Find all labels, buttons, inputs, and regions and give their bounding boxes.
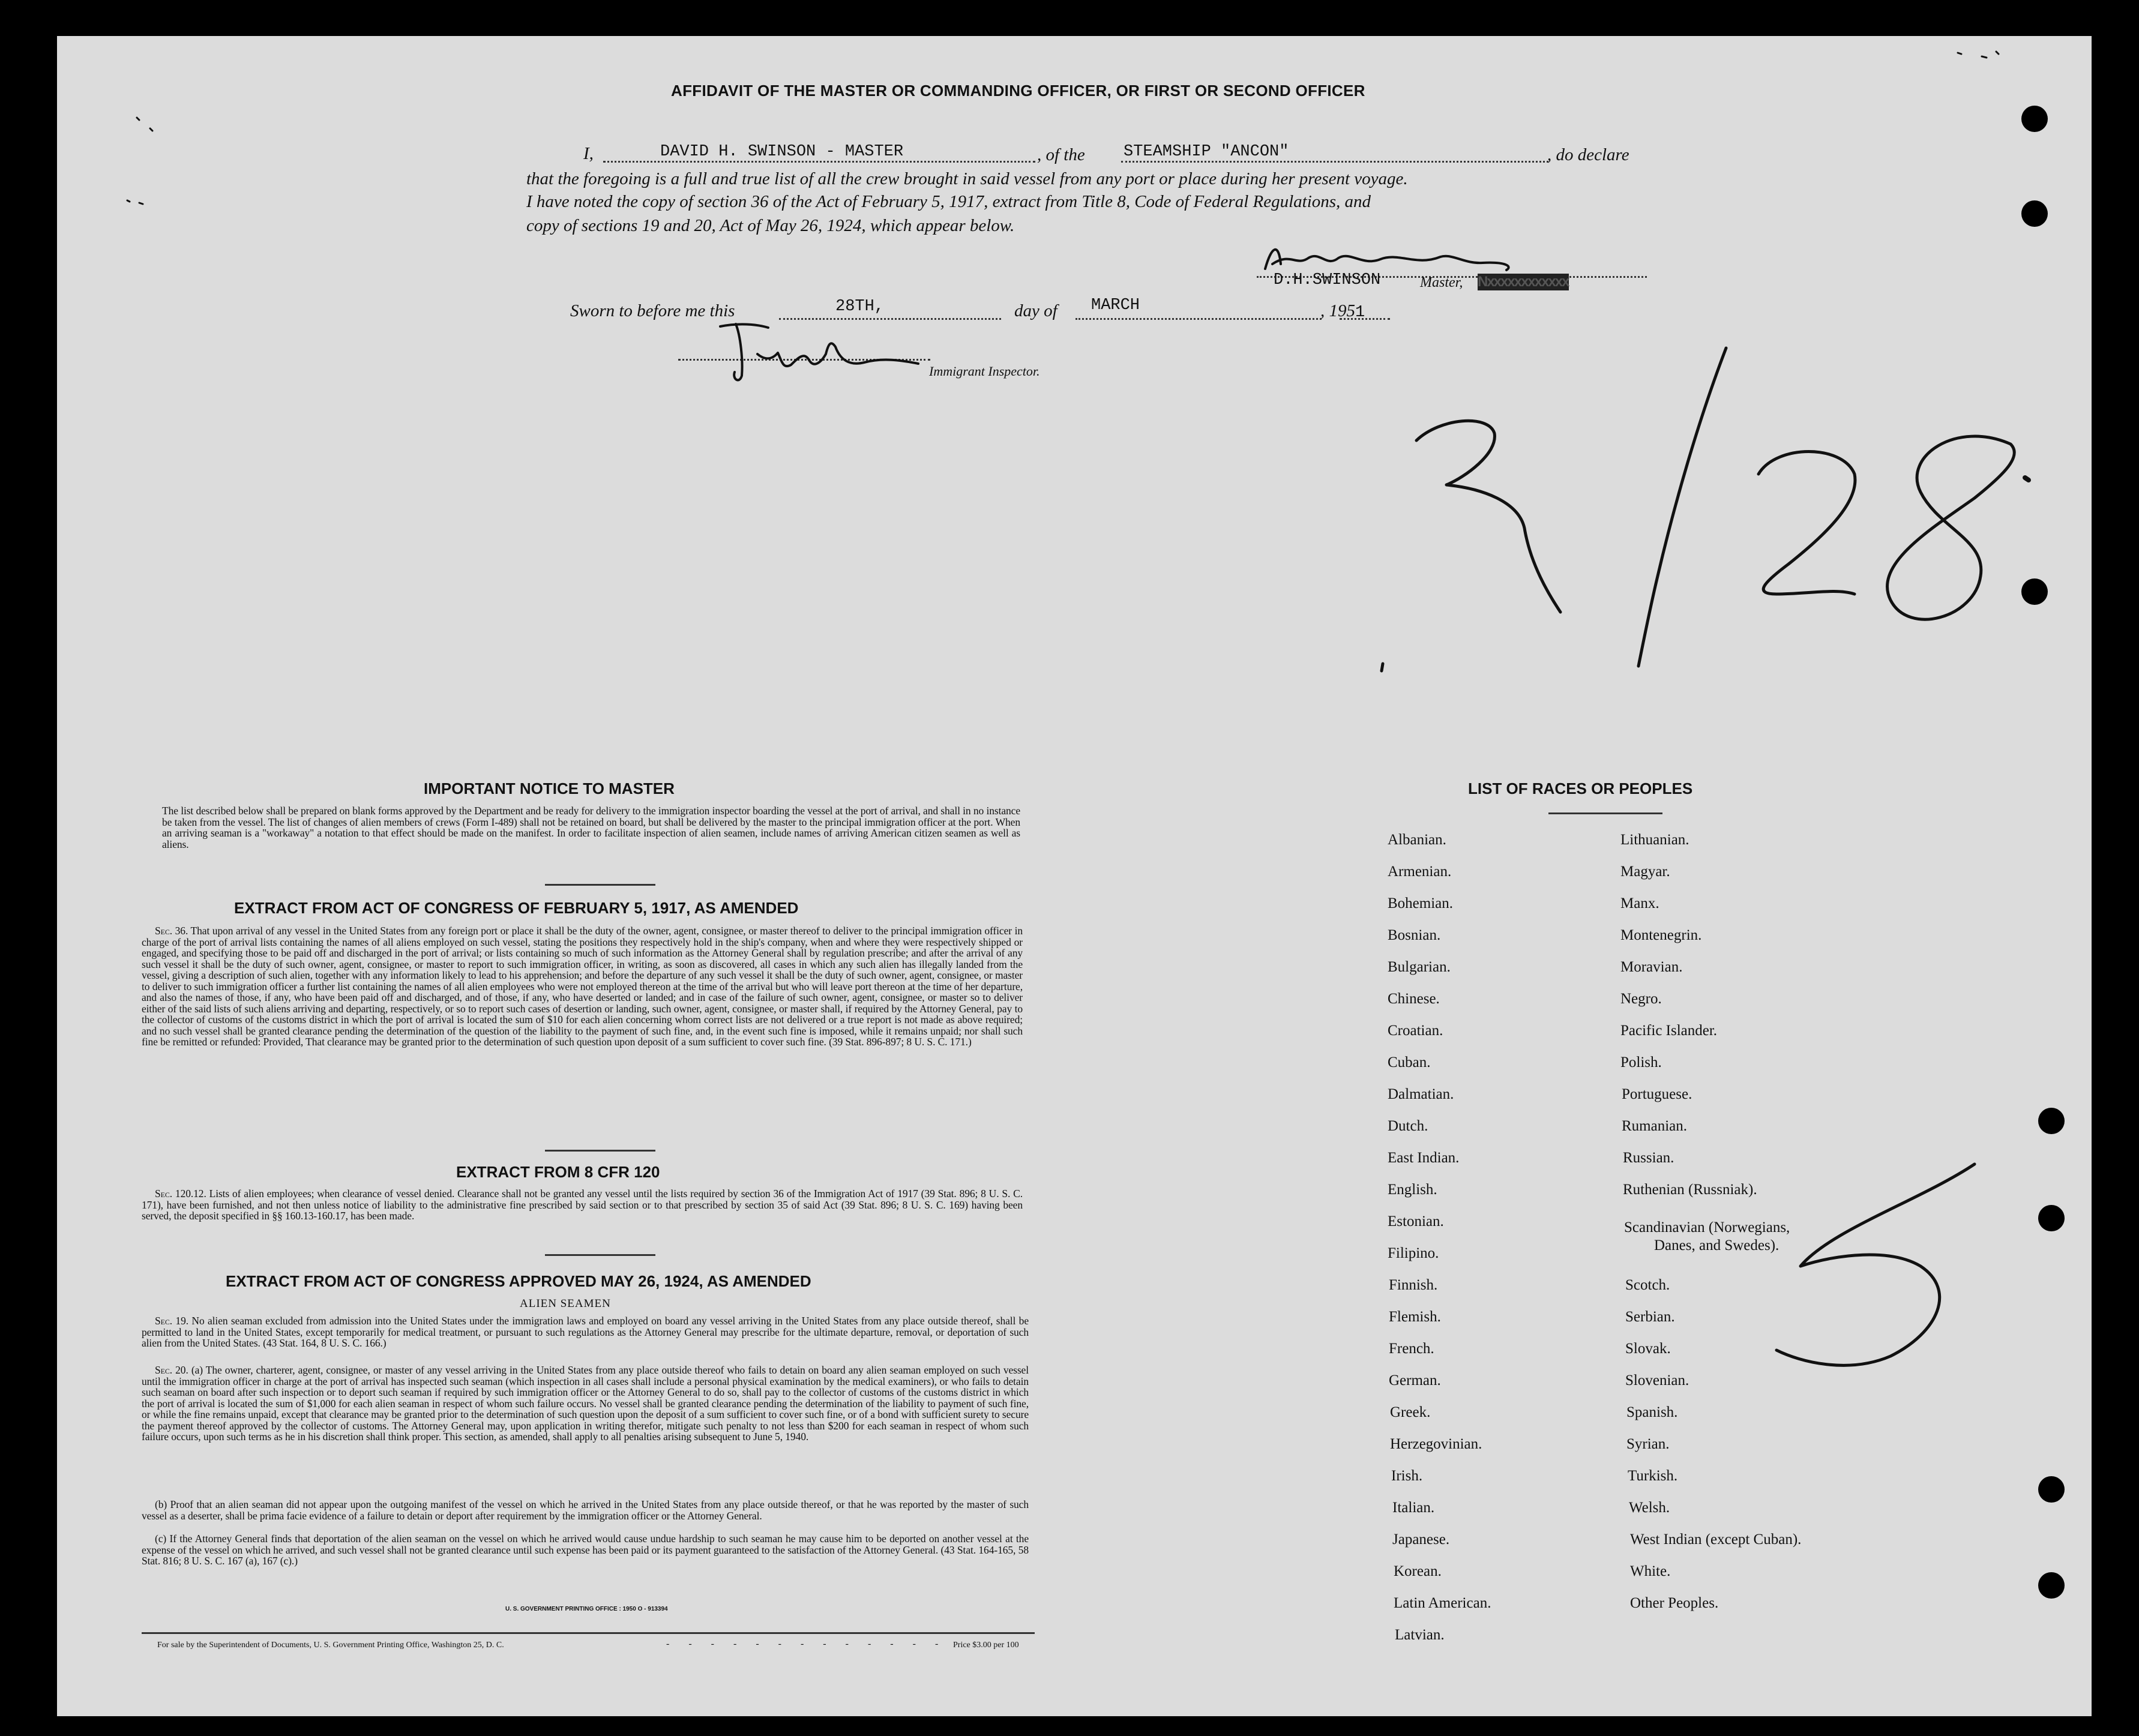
affidavit-line-4: copy of sections 19 and 20, Act of May 26, 1924, which appear below. [526, 216, 1015, 235]
extract-cfr-heading: EXTRACT FROM 8 CFR 120 [456, 1163, 660, 1181]
extract-1917-heading: EXTRACT FROM ACT OF CONGRESS OF FEBRUARY 5, 1917, AS AMENDED [234, 899, 799, 917]
race-item: Estonian. [1388, 1213, 1444, 1230]
footer-price: Price $3.00 per 100 [953, 1641, 1019, 1650]
race-item: East Indian. [1388, 1150, 1460, 1166]
race-item: Dalmatian. [1388, 1086, 1454, 1102]
extract-cfr-body: Lists of alien employees; when clearance of vessel denied. Clearance shall not be granted any vessel until the lists required by section 36 of the Immigration Act of 1917 (39 Stat. 896; 8 U. S. C. 171), have been furnished, and not then unless notice of liability to the administrative fine prescribed by said section or to that prescribed by section 35 of said Act (39 Stat. 896; 8 U. S. C. 169) having been served, the deposit specified in §§ 160.13-160.17, has been made. [142, 1188, 1023, 1222]
declarant-name: DAVID H. SWINSON - MASTER [660, 143, 904, 161]
sworn-month: MARCH [1091, 296, 1140, 314]
scan-mark [127, 118, 152, 204]
sworn-label: Sworn to before me this [570, 301, 735, 320]
race-item: English. [1388, 1182, 1437, 1198]
extract-1924-sec20b: (b) Proof that an alien seaman did not appear upon the outgoing manifest of the vessel on which he arrived in the United States from any place outside thereof, or that he was reported by the master of such vessel as a deserter, shall be prima facie evidence of a failure to detain or deport after requirement by the immigration officer or the Attorney General. [142, 1498, 1029, 1522]
race-item: White. [1630, 1563, 1671, 1579]
inspector-label: Immigrant Inspector. [929, 364, 1040, 379]
race-item: Japanese. [1392, 1531, 1450, 1548]
extract-1924-sec20c: (c) If the Attorney General finds that deportation of the alien seaman on the vessel on which he arrived would cause undue hardship to such seaman he may cause him to be deported on another vessel at the expense of the vessel on which he arrived, and such vessel shall not be granted clearance until such expense has been paid or its payment guaranteed to the satisfaction of the Attorney General. (43 Stat. 164-165, 58 Stat. 816; 8 U. S. C. 167 (a), 167 (c).) [142, 1533, 1029, 1567]
sworn-day: 28TH, [835, 298, 885, 316]
struck-role: Nxxxxxxxxxxxx [1478, 274, 1569, 290]
race-item: Other Peoples. [1630, 1595, 1719, 1611]
handwritten-mark [1382, 664, 1383, 671]
race-item: Rumanian. [1622, 1118, 1688, 1134]
race-item: Syrian. [1626, 1436, 1670, 1452]
race-item: Spanish. [1626, 1404, 1678, 1420]
sec20-label: Sec. 20. [155, 1364, 188, 1376]
handwritten-5 [1776, 1164, 1975, 1365]
races-heading: LIST OF RACES OR PEOPLES [1468, 779, 1693, 797]
race-item: French. [1389, 1341, 1434, 1357]
race-item: Bulgarian. [1388, 959, 1451, 975]
master-typed-name: D.H.SWINSON [1274, 271, 1381, 289]
notice-text: The list described below shall be prepared on blank forms approved by the Department and be ready for delivery to the immigration inspector boarding the vessel at the port of arrival, and shall in no instance be taken from the vessel. The list of changes of alien members of crews (Form I-489) shall not be retained on board, but shall be delivered by the master to the principal immigration officer at the port. When an arriving seaman is a "workaway" a notation to that effect should be made on the manifest. In order to facilitate inspection of alien seamen, include names of arriving American citizen seamen as well as aliens. [162, 805, 1020, 850]
day-of-label: day of [1014, 301, 1057, 320]
race-item: Manx. [1620, 895, 1659, 912]
race-item: Korean. [1394, 1563, 1442, 1579]
extract-1917-body: That upon arrival of any vessel in the United States from any foreign port or place it shall be the duty of the owner, agent, consignee, or master thereof to deliver to the principal immigration officer in charge of the port of arrival lists containing the names of all aliens employed on such vessel, stating the positions they respectively hold in the ship's company, when and where they were respectively shipped or engaged, and specifying those to be paid off and discharged in the port of arrival; or lists containing so much of such information as the Attorney General shall by regulation prescribe; and after the arrival of any such vessel it shall be the duty of such owner, agent, consignee, or master to report to such immigration officer, in writing, as soon as discovered, all cases in which any such alien has illegally landed from the vessel, giving a description of such alien, together with any information likely to lead to his apprehension; and before the departure of any such vessel it shall be the duty of such owner, agent, consignee, or master to deliver to such immigration officer a further list containing the names of all alien employees who were not employed thereon at the time of the arrival but who will leave port thereon at the time of her departure, and also the names of those, if any, who have been paid off and discharged, and of those, if any, who have deserted or landed; and in case of the failure of such owner, agent, consignee, or master so to deliver either of the said lists of such aliens arriving and departing, respectively, or so to report such cases of desertion or landing, such owner, agent, consignee, or master shall, if required by the Attorney General, pay to the collector of customs of the customs district in which the port of arrival is located the sum of $10 for each alien concerning whom correct lists are not delivered or a true report is not made as above required; and no such vessel shall be granted clearance pending the determination of the question of the liability to the payment of such fine, and, in the event such fine is imposed, while it remains unpaid; nor shall such fine be remitted or refunded: Provided, That clearance may be granted prior to the determination of such question upon deposit of a sum sufficient to cover such fine. (39 Stat. 896-897; 8 U. S. C. 171.) [142, 925, 1023, 1048]
race-item: Turkish. [1628, 1468, 1678, 1484]
handwritten-dot [2025, 478, 2029, 480]
race-item: Herzegovinian. [1390, 1436, 1482, 1452]
race-item: Greek. [1390, 1404, 1431, 1420]
year-prefix: , 195 [1320, 301, 1355, 320]
race-item: Bohemian. [1388, 895, 1454, 912]
race-item: Pacific Islander. [1620, 1023, 1718, 1039]
vessel-name: STEAMSHIP "ANCON" [1124, 143, 1289, 161]
footer-dashes: - - - - - - - - - - - - - [666, 1639, 947, 1649]
race-item: Flemish. [1389, 1309, 1441, 1325]
race-item: Montenegrin. [1620, 927, 1702, 943]
extract-cfr-sec: Sec. 120.12. [155, 1188, 206, 1200]
race-item: Scotch. [1625, 1277, 1670, 1293]
of-the-label: , of the [1037, 145, 1085, 164]
affidavit-title: AFFIDAVIT OF THE MASTER OR COMMANDING OFFICER, OR FIRST OR SECOND OFFICER [671, 82, 1365, 100]
race-item: Latin American. [1394, 1595, 1491, 1611]
race-item: Albanian. [1388, 832, 1446, 848]
race-item: Danes, and Swedes). [1654, 1237, 1779, 1254]
race-item: West Indian (except Cuban). [1630, 1531, 1802, 1548]
sec20a-body: (a) The owner, charterer, agent, consignee, or master of any vessel arriving in the United States from any place outside thereof who fails to detain on board any alien seaman employed on such vessel until the immigration officer in charge at the port of arrival has inspected such seaman (which inspection in all cases shall include a personal physical examination by the medical examiners), or who fails to detain such seaman on board after such inspection or to deport such seaman if required by such immigration officer or the Attorney General to do so, shall pay to the collector of customs of the customs district in which the port of arrival is located the sum of $1,000 for each alien seaman in respect of whom such failure occurs. No vessel shall be granted clearance pending the determination of the liability to payment of such fine, or while the fine remains unpaid, except that clearance may be granted prior to the determination of such question upon the deposit of a sum sufficient to cover such fine, or of a bond with sufficient surety to secure the payment thereof approved by the collector of customs. The Attorney General may, upon application in writing therefor, mitigate such penalty to not less than $200 for each seaman in respect of whom such failure occurs, upon such terms as he in his discretion shall think proper. This section, as amended, shall apply to all penalties arising subsequent to June 5, 1940. [142, 1364, 1029, 1443]
footer-sale: For sale by the Superintendent of Documents, U. S. Government Printing Office, Washington 25, D. C. [157, 1641, 504, 1650]
affidavit-i-label: I, [583, 144, 594, 163]
race-item: Cuban. [1388, 1054, 1431, 1071]
master-signature [1265, 250, 1509, 270]
master-role: Master, [1420, 275, 1463, 290]
race-item: Dutch. [1388, 1118, 1428, 1134]
race-item: Chinese. [1388, 991, 1440, 1007]
inspector-signature [720, 324, 918, 380]
race-item: Italian. [1392, 1500, 1435, 1516]
race-item: Filipino. [1388, 1245, 1439, 1261]
race-item: Ruthenian (Russniak). [1623, 1182, 1757, 1198]
handwritten-3 [1416, 421, 1560, 612]
sec19-body: No alien seaman excluded from admission into the United States under the immigration laws and employed on board any vessel arriving in the United States from any place outside thereof, shall be permitted to land in the United States, except temporarily for medical treatment, or pursuant to such regulations as the Attorney General may prescribe for the ultimate departure, removal, or deportation of such alien from the United States. (43 Stat. 164, 8 U. S. C. 166.) [142, 1315, 1029, 1349]
race-item: Lithuanian. [1620, 832, 1689, 848]
race-item: Croatian. [1388, 1023, 1443, 1039]
race-item: Irish. [1391, 1468, 1423, 1484]
race-item: Moravian. [1620, 959, 1683, 975]
handwritten-2 [1758, 452, 1855, 595]
race-item: Portuguese. [1622, 1086, 1692, 1102]
do-declare-label: , do declare [1547, 145, 1629, 164]
race-item: Slovak. [1625, 1341, 1671, 1357]
race-item: Latvian. [1395, 1627, 1445, 1643]
affidavit-line-3: I have noted the copy of section 36 of the Act of February 5, 1917, extract from Title 8, Code of Federal Regulations, and [526, 192, 1371, 211]
extract-1924-heading: EXTRACT FROM ACT OF CONGRESS APPROVED MAY 26, 1924, AS AMENDED [226, 1272, 811, 1290]
sec19-label: Sec. 19. [155, 1315, 189, 1327]
gpo-imprint: U. S. GOVERNMENT PRINTING OFFICE : 1950 O - 913394 [505, 1606, 668, 1612]
race-item: Finnish. [1389, 1277, 1438, 1293]
affidavit-line-2: that the foregoing is a full and true list of all the crew brought in said vessel from any port or place during her present voyage. [526, 169, 1408, 188]
handwritten-slash [1638, 348, 1726, 666]
race-item: Serbian. [1625, 1309, 1675, 1325]
race-item: German. [1389, 1372, 1441, 1389]
race-item: Scandinavian (Norwegians, [1624, 1219, 1790, 1236]
handwritten-8 [1888, 436, 2015, 619]
year-suffix: 1 [1355, 304, 1365, 322]
extract-1917-sec: Sec. 36. [155, 925, 188, 937]
race-item: Armenian. [1388, 863, 1452, 880]
race-item: Negro. [1620, 991, 1662, 1007]
race-item: Magyar. [1620, 863, 1670, 880]
extract-1924-subheading: ALIEN SEAMEN [520, 1297, 611, 1310]
scan-mark [1958, 52, 1999, 58]
race-item: Polish. [1620, 1054, 1662, 1071]
notice-heading: IMPORTANT NOTICE TO MASTER [424, 779, 675, 797]
race-item: Slovenian. [1625, 1372, 1689, 1389]
race-item: Welsh. [1629, 1500, 1670, 1516]
race-item: Bosnian. [1388, 927, 1441, 943]
race-item: Russian. [1623, 1150, 1674, 1166]
